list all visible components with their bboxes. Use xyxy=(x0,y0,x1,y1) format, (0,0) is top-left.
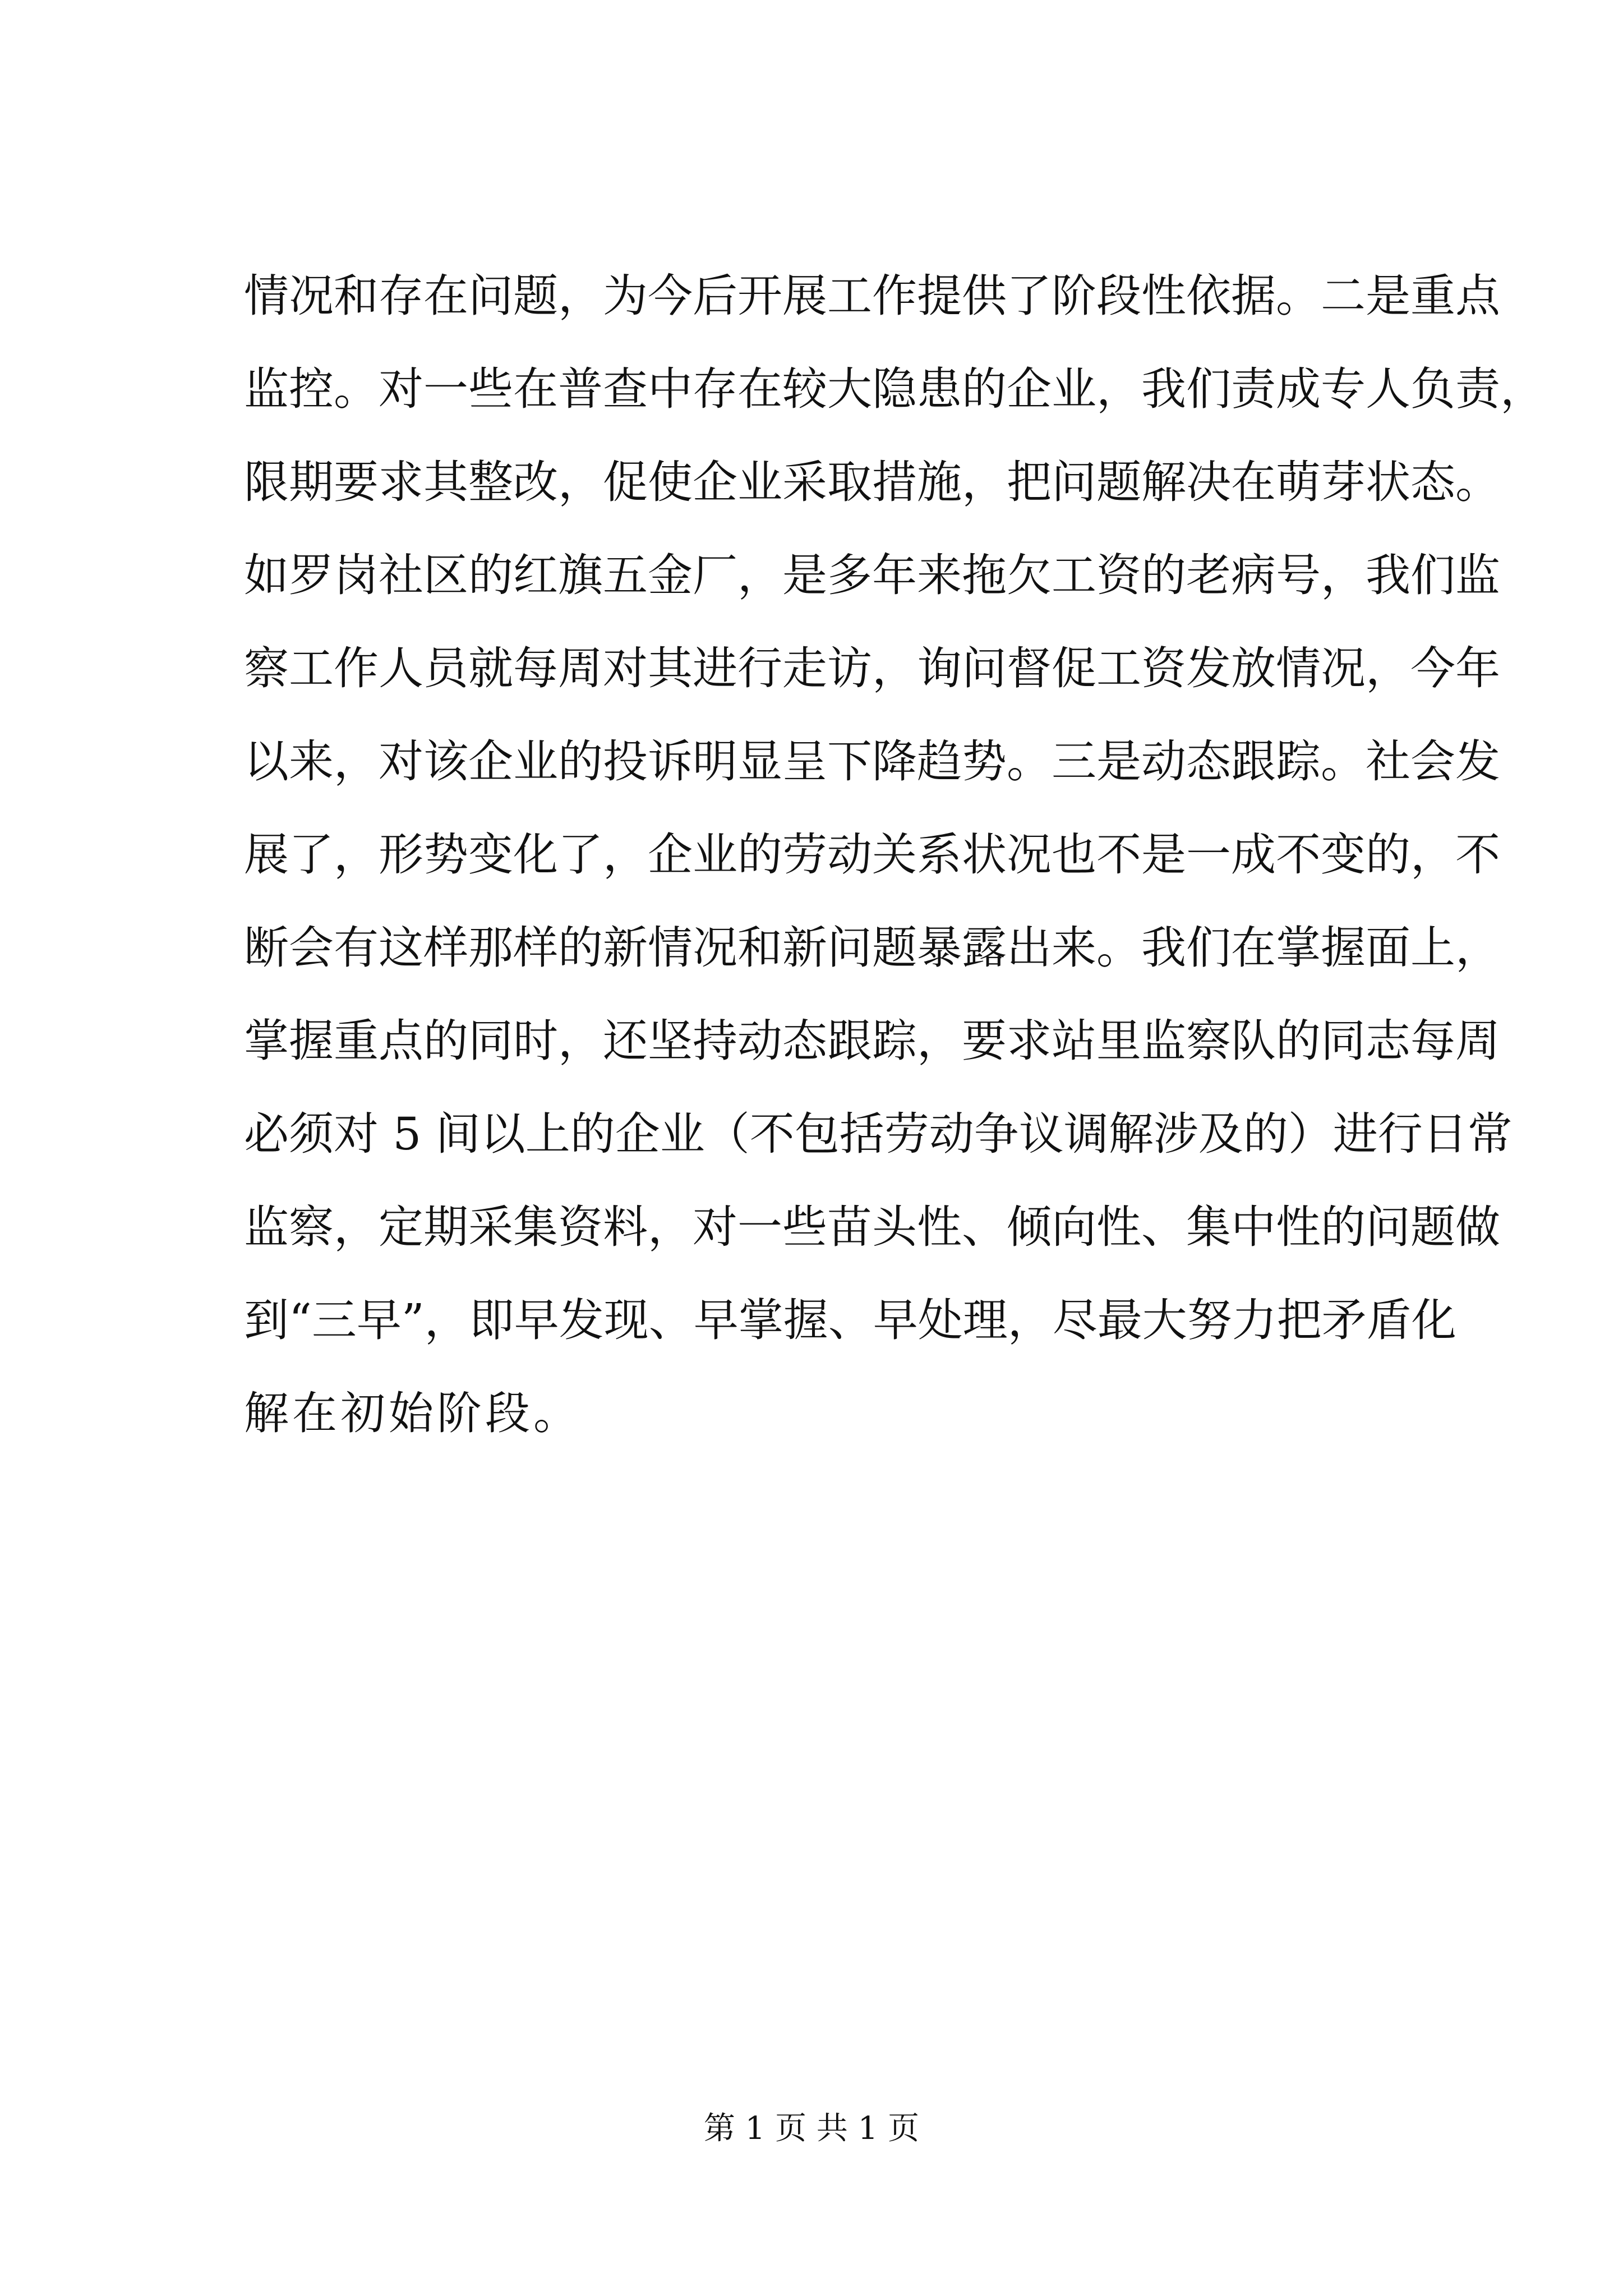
body-paragraph xyxy=(244,250,1545,1460)
text-line: 到“三早”，即早发现、早掌握、早处理，尽最大努力把矛盾化 xyxy=(244,1294,1456,1346)
text-line: 断会有这样那样的新情况和新问题暴露出来。我们在掌握面上， xyxy=(244,922,1500,974)
text-line: 必须对 5 间以上的企业（不包括劳动争议调解涉及的）进行日常 xyxy=(244,1108,1513,1160)
text-line: 察工作人员就每周对其进行走访，询问督促工资发放情况，今年 xyxy=(244,642,1500,694)
text-line: 情况和存在问题，为今后开展工作提供了阶段性依据。二是重点 xyxy=(244,270,1500,322)
text-line: 监察，定期采集资料，对一些苗头性、倾向性、集中性的问题做 xyxy=(244,1201,1500,1253)
text-line: 解在初始阶段。 xyxy=(244,1387,582,1439)
text-line: 监控。对一些在普查中存在较大隐患的企业，我们责成专人负责， xyxy=(244,363,1545,415)
text-line: 以来，对该企业的投诉明显呈下降趋势。三是动态跟踪。社会发 xyxy=(244,735,1500,788)
text-line: 如罗岗社区的红旗五金厂，是多年来拖欠工资的老病号，我们监 xyxy=(244,549,1500,601)
text-line: 掌握重点的同时，还坚持动态跟踪，要求站里监察队的同志每周 xyxy=(244,1015,1500,1067)
page-number-footer: 第 1 页 共 1 页 xyxy=(703,2110,920,2147)
text-line: 限期要求其整改，促使企业采取措施，把问题解决在萌芽状态。 xyxy=(244,456,1500,508)
text-line: 展了，形势变化了，企业的劳动关系状况也不是一成不变的，不 xyxy=(244,829,1500,881)
